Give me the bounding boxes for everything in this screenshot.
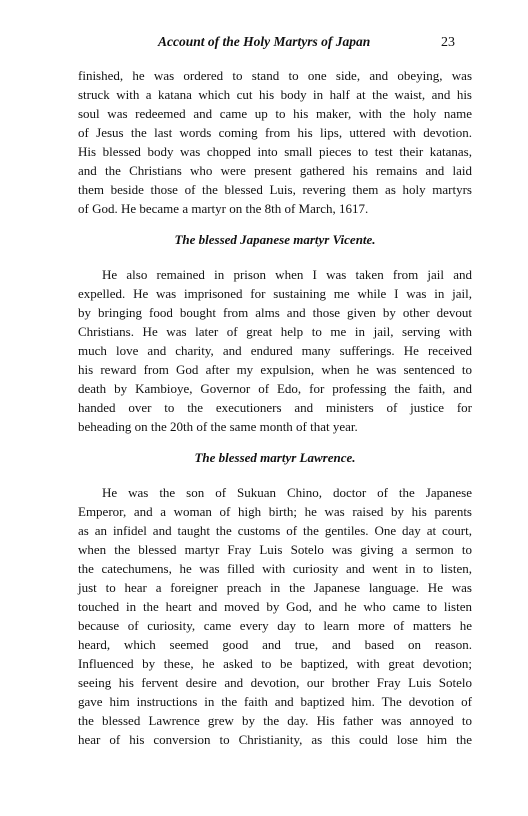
text-line: by bringing food bought from alms and those given by other devout — [78, 305, 472, 320]
text-line: of Jesus the last words coming from his lips, uttered with devotion. — [78, 125, 472, 140]
text-line: the catechumens, he was filled with curiosity and went in to listen, — [78, 561, 472, 576]
text-line: Influenced by these, he asked to be baptized, with great devotion; — [78, 656, 472, 671]
text-line: hear of his conversion to Christianity, as this could lose him the — [78, 732, 472, 747]
text-line: soul was redeemed and came up to his maker, with the holy name — [78, 106, 472, 121]
text-line: his reward from God after my expulsion, when he was sentenced to — [78, 362, 472, 377]
text-line: Christians. He was later of great help to me in jail, serving with — [78, 324, 472, 339]
text-line: gave him instructions in the faith and baptized him. The devotion of — [78, 694, 472, 709]
text-line: His blessed body was chopped into small pieces to test their katanas, — [78, 144, 472, 159]
text-line: heard, which seemed good and true, and based on reason. — [78, 637, 472, 652]
section-heading-vicente: The blessed Japanese martyr Vicente. — [174, 232, 376, 247]
text-line: He also remained in prison when I was taken from jail and — [102, 267, 472, 282]
text-line: the blessed Lawrence grew by the day. His father was annoyed to — [78, 713, 472, 728]
paragraph-continued — [78, 66, 472, 218]
text-line: when the blessed martyr Fray Luis Sotelo was giving a sermon to — [78, 542, 472, 557]
text-line: seeing his fervent desire and devotion, our brother Fray Luis Sotelo — [78, 675, 472, 690]
text-line: struck with a katana which cut his body in half at the waist, and his — [78, 87, 472, 102]
text-line: finished, he was ordered to stand to one side, and obeying, was — [78, 68, 472, 83]
text-line: as an infidel and taught the customs of the gentiles. One day at court, — [78, 523, 472, 538]
text-line: much love and charity, and endured many sufferings. He received — [78, 343, 472, 358]
text-line: just to hear a foreigner preach in the Japanese language. He was — [78, 580, 472, 595]
text-line: Emperor, and a woman of high birth; he was raised by his parents — [78, 504, 472, 519]
paragraph-vicente — [78, 265, 472, 436]
section-heading-lawrence: The blessed martyr Lawrence. — [194, 450, 356, 465]
text-line: He was the son of Sukuan Chino, doctor of the Japanese — [102, 485, 472, 500]
text-line: death by Kambioye, Governor of Edo, for professing the faith, and — [78, 381, 472, 396]
page-number: 23 — [441, 35, 455, 50]
running-head — [0, 34, 528, 54]
page-body — [78, 66, 472, 749]
text-line: touched in the heart and moved by God, and he who came to listen — [78, 599, 472, 614]
text-line: because of curiosity, came every day to learn more of matters he — [78, 618, 472, 633]
running-title: Account of the Holy Martyrs of Japan — [158, 34, 371, 49]
text-line: handed over to the executioners and ministers of justice for — [78, 400, 472, 415]
text-line: them beside those of the blessed Luis, revering them as holy martyrs — [78, 182, 472, 197]
text-line: of God. He became a martyr on the 8th of March, 1617. — [78, 201, 369, 216]
text-line: expelled. He was imprisoned for sustaining me while I was in jail, — [78, 286, 472, 301]
paragraph-lawrence — [78, 483, 472, 749]
text-line: beheading on the 20th of the same month of that year. — [78, 419, 358, 434]
text-line: and the Christians who were present gathered his remains and laid — [78, 163, 472, 178]
